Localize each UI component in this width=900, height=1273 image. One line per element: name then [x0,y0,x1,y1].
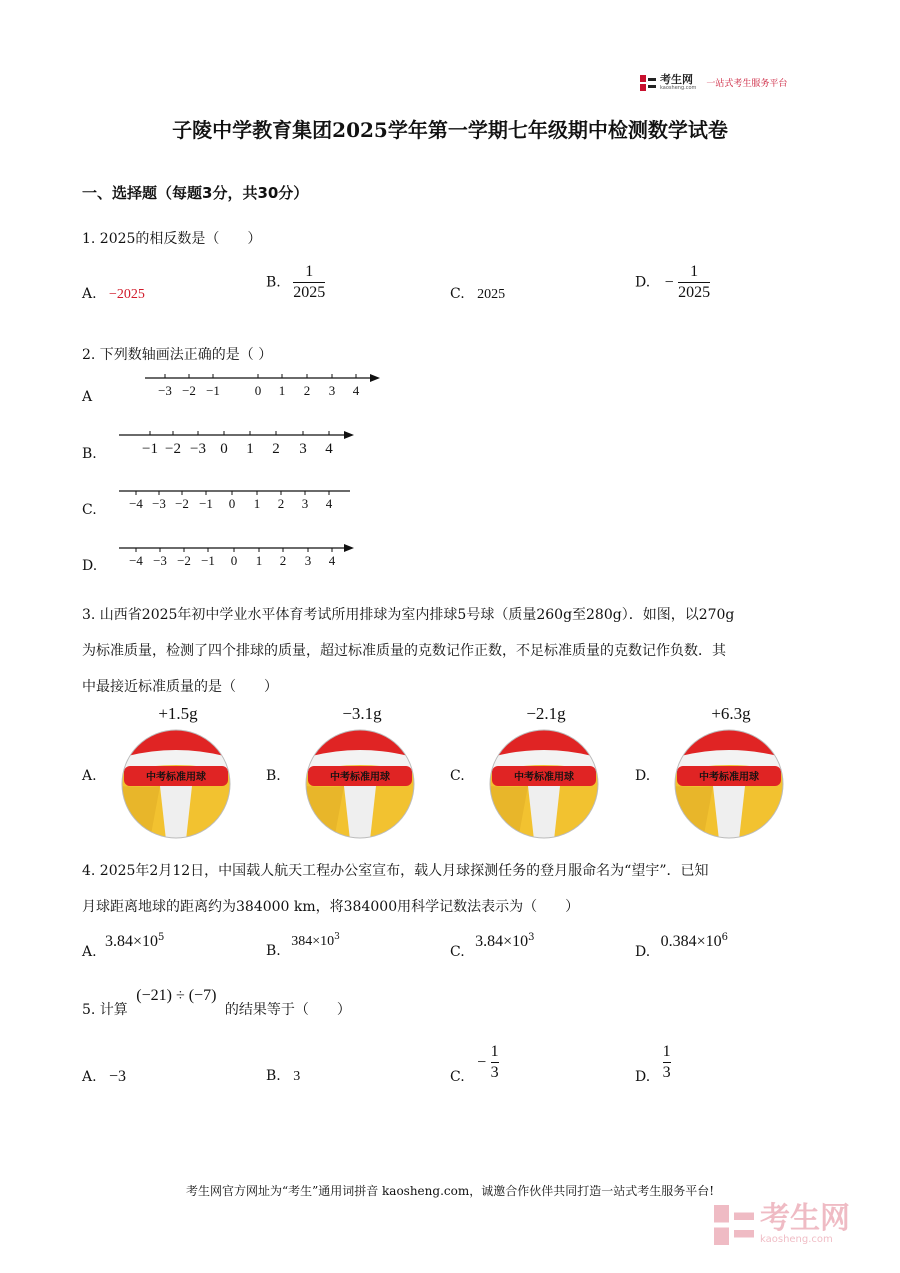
q5-option-d [635,1042,671,1083]
option-label: C. [450,943,465,960]
volleyball-label: 中考标准用球 [146,772,206,783]
number-line-label: 2 [272,441,280,457]
q4-option-b [266,932,340,959]
number-line-label: −1 [142,441,158,457]
q1-option-d [635,262,710,303]
number-line-label: 2 [277,496,285,511]
number-line-label: 1 [253,496,261,511]
q1-c-value: 2025 [477,287,506,302]
number-line-label: 4 [325,441,333,457]
q3-ball-mass: −2.1g [526,704,566,723]
volleyball-label: 中考标准用球 [514,772,574,783]
q2-number-line-b [114,424,364,458]
q5-option-b [266,1068,300,1085]
number-line-label: 4 [325,496,333,511]
number-line-label: 0 [228,496,236,511]
q3-line2: 为标准质量，检测了四个排球的质量，超过标准质量的克数记作正数，不足标准质量的克数记作负数．其 [82,643,726,659]
number-line-label: −2 [177,553,191,568]
number-line-label: −4 [129,553,143,568]
number-line-label: 0 [230,553,238,568]
q3-option-label: C. [450,768,465,784]
volleyball-label: 中考标准用球 [330,772,390,783]
option-label: D. [635,1068,651,1085]
number-line-label: 1 [255,553,263,568]
option-label: C. [450,286,465,302]
logo-slogan: 一站式考生服务平台 [706,79,788,89]
kaosheng-logo-icon [640,75,656,91]
footer-note: 考生网官方网址为“考生”通用词拼音 kaosheng.com，诚邀合作伙伴共同打造一站式考生服务平台! [185,1184,715,1198]
q2-d-label: D. [82,558,98,574]
denominator: 3 [490,1064,499,1081]
q1-stem: 1. 2025的相反数是（ ） [82,231,262,247]
q1-d-fraction [678,262,710,303]
number-line-label: −2 [182,383,196,398]
q1-option-c [450,286,505,303]
number-line-label: −4 [129,496,143,511]
volleyball-image [488,728,600,844]
q4-b-base: 384×10 [291,933,335,949]
number-line-label: 3 [328,383,336,398]
q5-c-sign: − [477,1053,487,1071]
watermark-sub: kaosheng.com [760,1234,833,1245]
q5-stem [82,985,351,1018]
q4-c-base: 3.84×10 [475,932,529,950]
number-line-label: 2 [279,553,287,568]
denominator: 2025 [678,284,711,301]
q5-b-value: 3 [293,1069,301,1084]
q4-option-c [450,932,535,960]
q4-d-exp: 6 [721,932,729,943]
number-line-label: 0 [254,383,262,398]
volleyball-label: 中考标准用球 [699,772,759,783]
number-line-label: 4 [352,383,360,398]
q4-c-exp: 3 [528,932,535,943]
q3-ball-mass: +6.3g [711,704,751,723]
q5-c-fraction [491,1042,499,1083]
number-line-label: 2 [303,383,311,398]
option-label: B. [266,274,281,291]
option-label: C. [450,1068,465,1085]
number-line-label: 3 [301,496,309,511]
header-logo [640,74,787,91]
denominator: 3 [662,1064,671,1081]
q5-a-value: −3 [109,1068,127,1085]
q4-a-exp: 5 [158,932,165,943]
number-line-label: 0 [220,441,228,457]
option-label: B. [266,1068,281,1084]
number-line-label: −1 [201,553,215,568]
q4-option-a [82,932,165,960]
number-line-label: 1 [278,383,286,398]
q2-c-label: C. [82,502,97,518]
q5-stem-pre: 5. 计算 [82,1002,128,1018]
volleyball-image [673,728,785,844]
number-line-label: 4 [328,553,336,568]
option-label: A. [82,286,97,302]
q4-d-base: 0.384×10 [660,932,722,950]
option-label: A. [82,1069,97,1085]
q2-number-line-d [114,538,364,572]
numerator: 1 [490,1043,499,1060]
logo-sub: kaosheng.com [660,85,697,91]
option-label: D. [635,943,651,960]
watermark [714,1201,850,1245]
number-line-label: 3 [299,441,307,457]
q2-b-label: B. [82,446,97,462]
number-line-label: 3 [304,553,312,568]
volleyball-image [304,728,416,844]
numerator: 1 [662,1043,671,1060]
watermark-text: 考生网 [760,1201,850,1236]
q1-option-a [82,286,145,303]
q4-b-exp: 3 [334,932,340,942]
q1-a-value: −2025 [109,287,145,302]
number-line-label: 1 [246,441,254,457]
q4-a-base: 3.84×10 [105,932,159,950]
q2-a-label: A [82,389,93,405]
denominator: 2025 [293,284,326,301]
number-line-label: −2 [165,441,181,457]
number-line-label: −1 [199,496,213,511]
option-label: D. [635,274,651,291]
page-title: 子陵中学教育集团2025学年第一学期七年级期中检测数学试卷 [172,118,728,142]
number-line-label: −3 [190,441,206,457]
q3-option-label: D. [635,768,651,784]
numerator: 1 [305,263,314,280]
section-heading: 一、选择题（每题3分，共30分） [82,184,309,202]
number-line-label: −3 [153,553,167,568]
q1-b-fraction [293,262,325,303]
number-line-label: −2 [175,496,189,511]
q4-line2: 月球距离地球的距离约为384000 km，将384000用科学记数法表示为（ ） [82,899,580,915]
q4-line1: 4. 2025年2月12日，中国载人航天工程办公室宣布，载人月球探测任务的登月服命名为“望宇”．已知 [82,863,709,879]
q2-stem: 2. 下列数轴画法正确的是（ ） [82,347,273,363]
numerator: 1 [690,263,699,280]
q5-expression: (−21) ÷ (−7) [136,987,217,1004]
q3-line1: 3. 山西省2025年初中学业水平体育考试所用排球为室内排球5号球（质量260g至280g）．如图，以270g [82,607,735,623]
q3-option-label: B. [266,768,281,784]
option-label: B. [266,942,281,959]
number-line-label: −1 [206,383,220,398]
q2-number-line-a [140,366,390,400]
option-label: A. [82,943,97,960]
q4-option-d [635,932,729,960]
q3-ball-mass: +1.5g [158,704,198,723]
q5-stem-post: 的结果等于（ ） [224,1002,351,1018]
q5-option-c [450,1042,499,1083]
number-line-label: −3 [158,383,172,398]
logo-text: 考生网 [660,73,693,86]
q1-option-b [266,262,325,303]
q5-option-a [82,1068,126,1086]
q3-ball-mass: −3.1g [342,704,382,723]
watermark-logo-icon [714,1205,754,1245]
q3-line3: 中最接近标准质量的是（ ） [82,679,278,695]
number-line-label: −3 [152,496,166,511]
q3-option-label: A. [82,768,97,784]
q2-number-line-c [114,482,364,516]
q1-d-sign: − [664,273,674,291]
q5-d-fraction [663,1042,671,1083]
volleyball-image [120,728,232,844]
